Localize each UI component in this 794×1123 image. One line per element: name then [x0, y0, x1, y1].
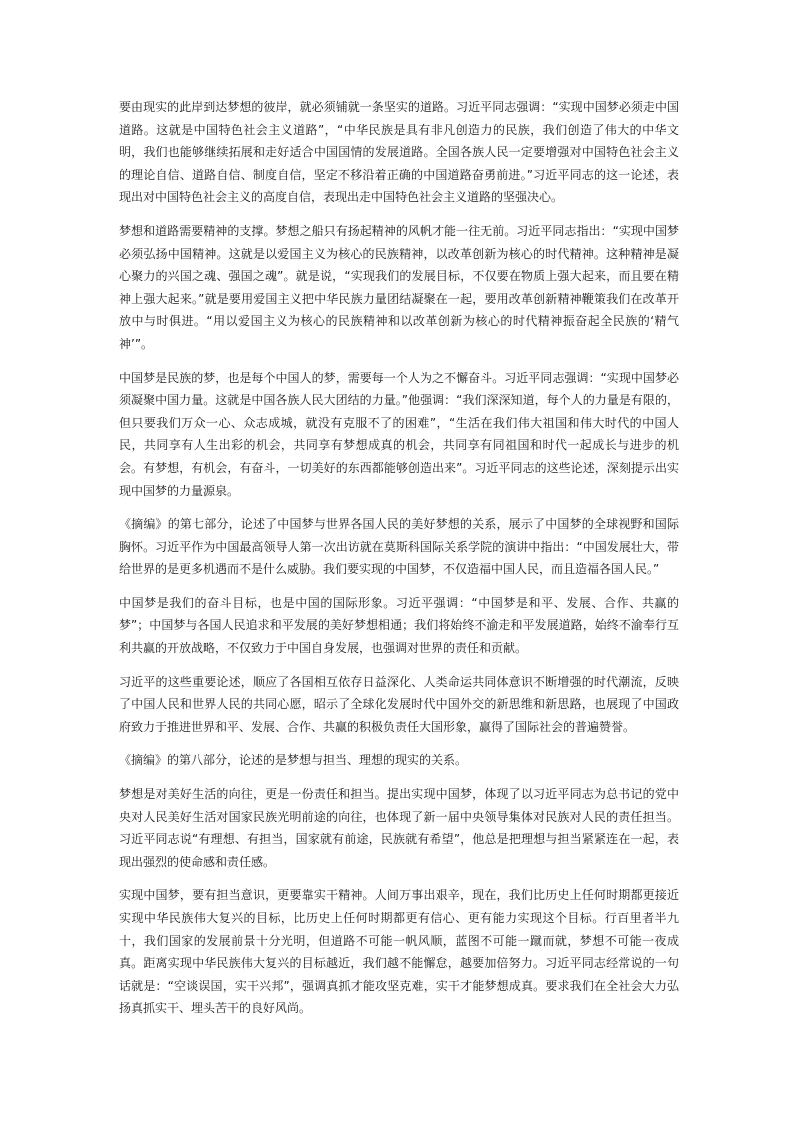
paragraph-road: 要由现实的此岸到达梦想的彼岸，就必须铺就一条坚实的道路。习近平同志强调：“实现中国梦必须走中国道路。这就是中国特色社会主义道路”，“中华民族是具有非凡创造力的民族，我们创造了伟大的中华文明，我们也能够继续拓展和走好适合中国国情的发展道路。全国各族人民一定要增强对中国特色社会主义的理论自信、道路自信、制度自信，坚定不移沿着正确的中国道路奋勇前进。”习近平同志的这一论述，表现出对中国特色社会主义的高度自信，表现出走中国特色社会主义道路的坚强决心。	[119, 100, 679, 205]
paragraph-important-remarks: 习近平的这些重要论述，顺应了各国相互依存日益深化、人类命运共同体意识不断增强的时代潮流，反映了中国人民和世界人民的共同心愿，昭示了全球化发展时代中国外交的新思维和新思路，也展现了中国政府致力于推进世界和平、发展、合作、共赢的积极负责任大国形象，赢得了国际社会的普遍赞誉。	[119, 674, 679, 734]
paragraph-spirit: 梦想和道路需要精神的支撑。梦想之船只有扬起精神的风帆才能一往无前。习近平同志指出：“实现中国梦必须弘扬中国精神。这就是以爱国主义为核心的民族精神，以改革创新为核心的时代精神。这种精神是凝心聚力的兴国之魂、强国之魂”。就是说，“实现我们的发展目标，不仅要在物质上强大起来，而且要在精神上强大起来。”就是要用爱国主义把中华民族力量团结凝聚在一起，要用改革创新精神鞭策我们在改革开放中与时俱进。“用以爱国主义为核心的民族精神和以改革创新为核心的时代精神振奋起全民族的‘精气神’”。	[119, 223, 679, 351]
paragraph-hard-work: 实现中国梦，要有担当意识，更要靠实干精神。人间万事出艰辛，现在，我们比历史上任何时期都更接近实现中华民族伟大复兴的目标，比历史上任何时期都更有信心、更有能力实现这个目标。行百里者半九十，我们国家的发展前景十分光明，但道路不可能一帆风顺，蓝图不可能一蹴而就，梦想不可能一夜成真。距离实现中华民族伟大复兴的目标越近，我们越不能懈怠，越要加倍努力。习近平同志经常说的一句话就是：“空谈误国，实干兴邦”，强调真抓才能攻坚克难，实干才能梦想成真。要求我们在全社会大力弘扬真抓实干、埋头苦干的良好风尚。	[119, 888, 679, 1016]
paragraph-strength: 中国梦是民族的梦，也是每个中国人的梦，需要每一个人为之不懈奋斗。习近平同志强调：“实现中国梦必须凝聚中国力量。这就是中国各族人民大团结的力量。”他强调：“我们深深知道，每个人的力量是有限的，但只要我们万众一心、众志成城，就没有克服不了的困难”，“生活在我们伟大祖国和伟大时代的中国人民，共同享有人生出彩的机会，共同享有梦想成真的机会，共同享有同祖国和时代一起成长与进步的机会。有梦想，有机会，有奋斗，一切美好的东西都能够创造出来”。习近平同志的这些论述，深刻提示出实现中国梦的力量源泉。	[119, 370, 679, 498]
paragraph-part-seven: 《摘编》的第七部分，论述了中国梦与世界各国人民的美好梦想的关系，展示了中国梦的全球视野和国际胸怀。习近平作为中国最高领导人第一次出访就在莫斯科国际关系学院的演讲中指出：“中国发展壮大，带给世界的是更多机遇而不是什么威胁。我们要实现的中国梦，不仅造福中国人民，而且造福各国人民。”	[119, 517, 679, 577]
paragraph-part-eight: 《摘编》的第八部分，论述的是梦想与担当、理想的现实的关系。	[119, 753, 468, 768]
document-body	[119, 96, 679, 1031]
paragraph-international-image: 中国梦是我们的奋斗目标，也是中国的国际形象。习近平强调：“中国梦是和平、发展、合作、共赢的梦”；中国梦与各国人民追求和平发展的美好梦想相通；我们将始终不渝走和平发展道路，始终不渝奉行互利共赢的开放战略，不仅致力于中国自身发展，也强调对世界的责任和贡献。	[119, 595, 679, 656]
paragraph-responsibility: 梦想是对美好生活的向往，更是一份责任和担当。提出实现中国梦，体现了以习近平同志为总书记的党中央对人民美好生活对国家民族光明前途的向往，也体现了新一届中央领导集体对民族对人民的责任担当。习近平同志说“有理想、有担当，国家就有前途，民族就有希望”，他总是把理想与担当紧紧连在一起，表现出强烈的使命感和责任感。	[119, 787, 679, 869]
